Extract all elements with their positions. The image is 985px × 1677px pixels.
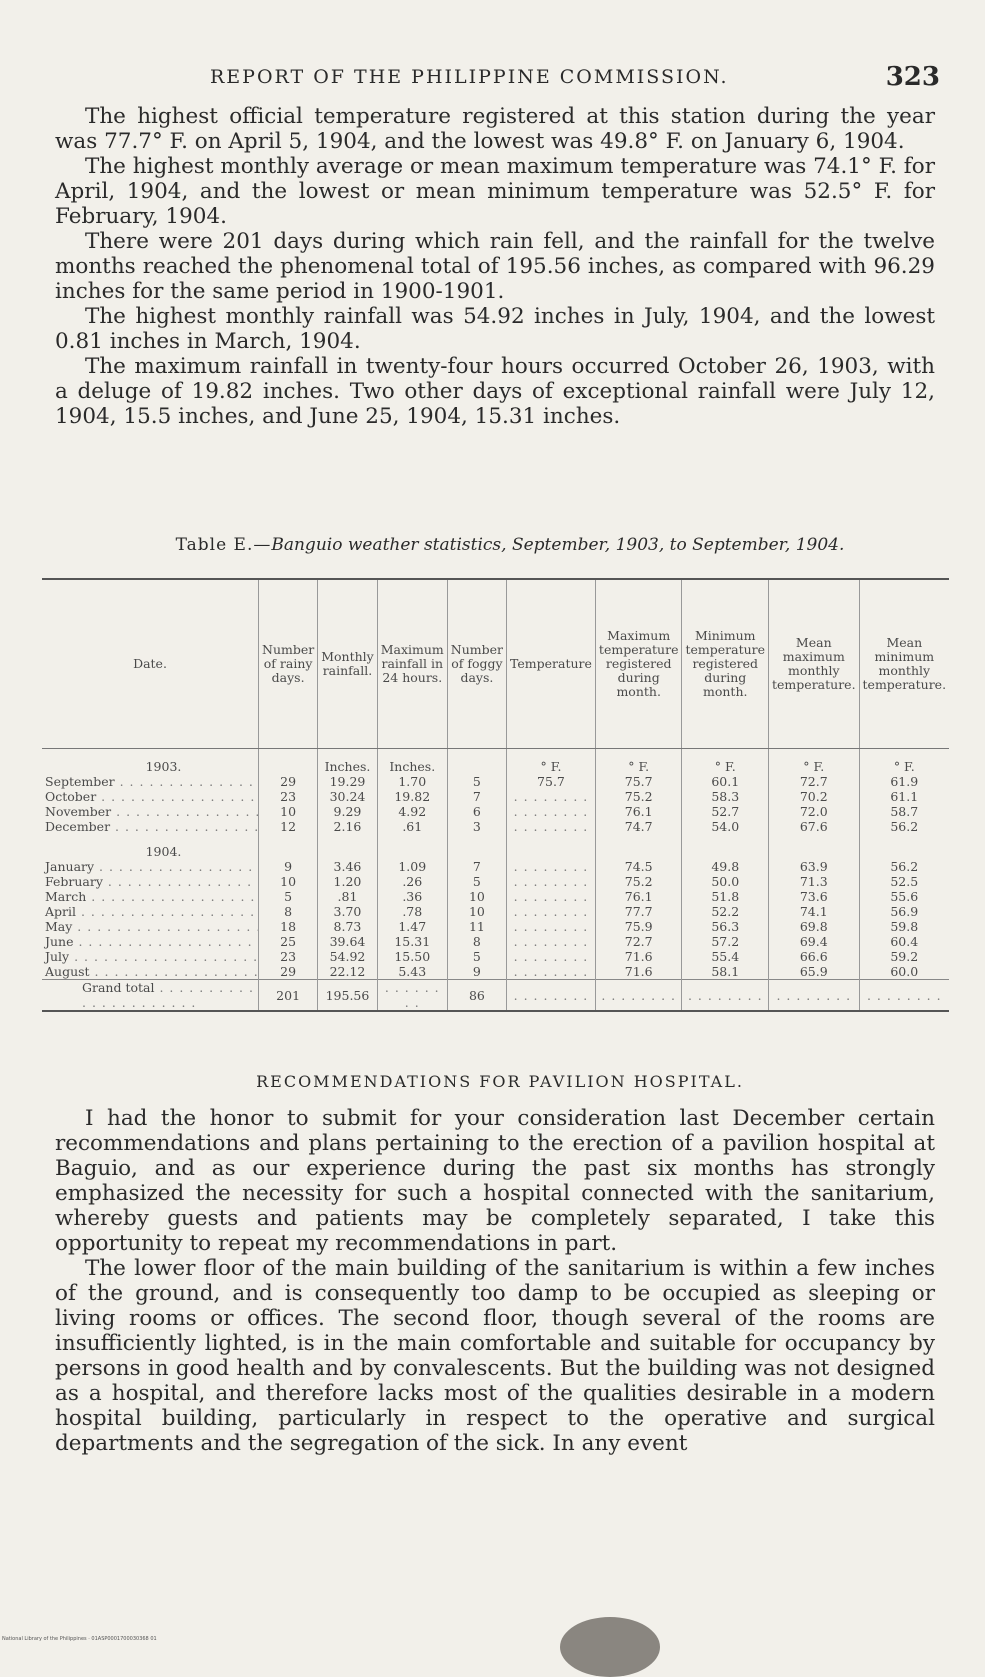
table-body-1903 xyxy=(42,749,949,835)
data-cell: 75.2 xyxy=(595,874,682,889)
data-cell: 25 xyxy=(259,934,318,949)
table-row xyxy=(42,789,949,804)
paragraph: The lower floor of the main building of the sanitarium is within a few inches of the ground, and is consequently too damp to be occupied as sleeping or living rooms or offices. The second floor, though several of the rooms are insufficiently lighted, is in the main comfortable and suitable for occupancy by persons in good health and by convalescents. But the building was not designed as a hospital, and therefore lacks most of the qualities desirable in a modern hospital building, particularly in respect to the operative and surgical departments and the segregation of the sick. In any event xyxy=(55,1256,935,1456)
intro-paragraphs xyxy=(55,104,935,429)
data-cell: 75.9 xyxy=(595,919,682,934)
col-header-rainy-days: Number of rainy days. xyxy=(259,579,318,749)
grand-total-rainfall: 195.56 xyxy=(318,980,378,1012)
data-cell: 75.7 xyxy=(595,774,682,789)
data-cell: 56.2 xyxy=(859,819,949,834)
table-row xyxy=(42,934,949,949)
table-row xyxy=(42,819,949,834)
unit-label: ° F. xyxy=(507,749,596,775)
paragraph: The highest monthly rainfall was 54.92 inches in July, 1904, and the lowest 0.81 inches in March, 1904. xyxy=(55,304,935,354)
data-cell xyxy=(507,949,596,964)
data-cell: 76.1 xyxy=(595,804,682,819)
table-row xyxy=(42,774,949,789)
data-cell: 57.2 xyxy=(682,934,769,949)
data-cell: 8 xyxy=(447,934,506,949)
data-cell: 5 xyxy=(447,774,506,789)
month-cell: April . . . xyxy=(42,904,259,919)
data-cell: 74.5 xyxy=(595,859,682,874)
data-cell: 52.5 xyxy=(859,874,949,889)
col-header-temperature: Temperature xyxy=(507,579,596,749)
data-cell: 69.4 xyxy=(769,934,860,949)
table-row xyxy=(42,949,949,964)
year-label: 1904. xyxy=(145,844,182,859)
data-cell: 70.2 xyxy=(769,789,860,804)
data-cell: 19.29 xyxy=(318,774,378,789)
data-cell: 58.7 xyxy=(859,804,949,819)
data-cell: 69.8 xyxy=(769,919,860,934)
data-cell xyxy=(507,804,596,819)
table-row xyxy=(42,859,949,874)
data-cell: 71.6 xyxy=(595,964,682,980)
running-title: REPORT OF THE PHILIPPINE COMMISSION. xyxy=(210,66,729,88)
data-cell xyxy=(507,859,596,874)
col-header-mean-min: Mean minimum monthly temperature. xyxy=(859,579,949,749)
data-cell: 72.7 xyxy=(769,774,860,789)
grand-total-label: Grand total . . . xyxy=(42,980,259,1012)
table-caption xyxy=(130,535,890,555)
data-cell: 58.3 xyxy=(682,789,769,804)
table-title: Banguio weather statistics, September, 1903, to September, 1904. xyxy=(271,535,845,555)
data-cell: 51.8 xyxy=(682,889,769,904)
data-cell: 60.4 xyxy=(859,934,949,949)
paragraph: The highest monthly average or mean maximum temperature was 74.1° F. for April, 1904, and the lowest or mean minimum temperature was 52.5° F. for February, 1904. xyxy=(55,154,935,229)
year-row xyxy=(42,834,949,859)
data-cell: 9.29 xyxy=(318,804,378,819)
recommendation-paragraphs xyxy=(55,1106,935,1456)
grand-total-foggy-days: 86 xyxy=(447,980,506,1012)
data-cell: 56.9 xyxy=(859,904,949,919)
data-cell: 67.6 xyxy=(769,819,860,834)
month-cell: August . . . xyxy=(42,964,259,980)
col-header-date: Date. xyxy=(42,579,259,749)
data-cell: 1.20 xyxy=(318,874,378,889)
data-cell: 60.1 xyxy=(682,774,769,789)
table-total xyxy=(42,980,949,1012)
data-cell: 66.6 xyxy=(769,949,860,964)
data-cell: 10 xyxy=(447,904,506,919)
data-cell: 71.6 xyxy=(595,949,682,964)
month-cell: March . . . xyxy=(42,889,259,904)
data-cell: 15.31 xyxy=(377,934,447,949)
data-cell: 52.2 xyxy=(682,904,769,919)
data-cell: 72.0 xyxy=(769,804,860,819)
data-cell: .36 xyxy=(377,889,447,904)
data-cell: 5.43 xyxy=(377,964,447,980)
data-cell: 23 xyxy=(259,949,318,964)
grand-total-rainy-days: 201 xyxy=(259,980,318,1012)
table-row xyxy=(42,874,949,889)
data-cell: 56.3 xyxy=(682,919,769,934)
data-cell: 22.12 xyxy=(318,964,378,980)
data-cell: 55.4 xyxy=(682,949,769,964)
month-cell: June . . . xyxy=(42,934,259,949)
data-cell xyxy=(507,964,596,980)
paragraph: The maximum rainfall in twenty-four hours occurred October 26, 1903, with a deluge of 19.82 inches. Two other days of exceptional rainfall were July 12, 1904, 15.5 inches, and June 25, 1904, 15.31 inches. xyxy=(55,354,935,429)
data-cell: 10 xyxy=(447,889,506,904)
unit-label: ° F. xyxy=(859,749,949,775)
table-row xyxy=(42,804,949,819)
section-heading: RECOMMENDATIONS FOR PAVILION HOSPITAL. xyxy=(256,1072,744,1091)
data-cell xyxy=(507,874,596,889)
data-cell: 9 xyxy=(447,964,506,980)
unit-label: ° F. xyxy=(682,749,769,775)
table-row xyxy=(42,889,949,904)
data-cell: 23 xyxy=(259,789,318,804)
data-cell: 5 xyxy=(447,949,506,964)
col-header-max-rainfall-24h: Maximum rainfall in 24 hours. xyxy=(377,579,447,749)
data-cell: .81 xyxy=(318,889,378,904)
data-cell: 63.9 xyxy=(769,859,860,874)
library-footer: National Library of the Philippines · 01ASP0001700030368 01 xyxy=(2,1636,157,1642)
col-header-monthly-rainfall: Monthly rainfall. xyxy=(318,579,378,749)
table-body-1904 xyxy=(42,834,949,980)
data-cell: 49.8 xyxy=(682,859,769,874)
header-row xyxy=(42,579,949,749)
weather-statistics-table xyxy=(42,578,949,1012)
month-cell: July . . . xyxy=(42,949,259,964)
grand-total-row xyxy=(42,980,949,1012)
data-cell: 2.16 xyxy=(318,819,378,834)
col-header-max-temp: Maximum temperature registered during month. xyxy=(595,579,682,749)
data-cell: 5 xyxy=(447,874,506,889)
table-label: Table E.— xyxy=(175,535,272,555)
table-row xyxy=(42,919,949,934)
data-cell: 1.47 xyxy=(377,919,447,934)
data-cell xyxy=(507,934,596,949)
data-cell: 29 xyxy=(259,964,318,980)
scan-blot xyxy=(560,1617,660,1677)
data-cell: 54.0 xyxy=(682,819,769,834)
data-cell: 30.24 xyxy=(318,789,378,804)
unit-label: ° F. xyxy=(595,749,682,775)
data-cell xyxy=(507,819,596,834)
data-cell: 59.2 xyxy=(859,949,949,964)
data-cell: 10 xyxy=(259,874,318,889)
data-cell: 74.1 xyxy=(769,904,860,919)
year-label: 1903. xyxy=(145,759,182,774)
data-cell: 7 xyxy=(447,789,506,804)
month-cell: February . . . xyxy=(42,874,259,889)
data-cell: 6 xyxy=(447,804,506,819)
month-cell: November . . . xyxy=(42,804,259,819)
data-cell: 77.7 xyxy=(595,904,682,919)
data-cell: 12 xyxy=(259,819,318,834)
data-cell: .61 xyxy=(377,819,447,834)
data-cell: 50.0 xyxy=(682,874,769,889)
unit-label: Inches. xyxy=(377,749,447,775)
data-cell: 61.9 xyxy=(859,774,949,789)
data-cell: 55.6 xyxy=(859,889,949,904)
data-cell: 8.73 xyxy=(318,919,378,934)
data-cell: 39.64 xyxy=(318,934,378,949)
month-cell: September . . . xyxy=(42,774,259,789)
data-cell: 4.92 xyxy=(377,804,447,819)
month-cell: May . . . xyxy=(42,919,259,934)
data-cell: 74.7 xyxy=(595,819,682,834)
data-cell xyxy=(507,889,596,904)
data-cell: 8 xyxy=(259,904,318,919)
data-cell: 60.0 xyxy=(859,964,949,980)
unit-label: Inches. xyxy=(318,749,378,775)
col-header-mean-max: Mean maximum monthly temperature. xyxy=(769,579,860,749)
data-cell: 61.1 xyxy=(859,789,949,804)
paragraph: There were 201 days during which rain fell, and the rainfall for the twelve months reached the phenomenal total of 195.56 inches, as compared with 96.29 inches for the same period in 1900-1901. xyxy=(55,229,935,304)
data-cell: .26 xyxy=(377,874,447,889)
data-cell xyxy=(507,919,596,934)
data-cell: 3.70 xyxy=(318,904,378,919)
data-cell: 76.1 xyxy=(595,889,682,904)
data-cell: 11 xyxy=(447,919,506,934)
month-cell: January . . . xyxy=(42,859,259,874)
data-cell: 10 xyxy=(259,804,318,819)
data-cell: 65.9 xyxy=(769,964,860,980)
data-cell: 52.7 xyxy=(682,804,769,819)
table-row xyxy=(42,904,949,919)
col-header-foggy-days: Number of foggy days. xyxy=(447,579,506,749)
data-cell: 75.7 xyxy=(507,774,596,789)
paragraph: I had the honor to submit for your consideration last December certain recommendations and plans pertaining to the erection of a pavilion hospital at Baguio, and as our experience during the past six months has strongly emphasized the necessity for such a hospital connected with the sanitarium, whereby guests and patients may be completely separated, I take this opportunity to repeat my recommendations in part. xyxy=(55,1106,935,1256)
month-cell: October . . . xyxy=(42,789,259,804)
data-cell: 15.50 xyxy=(377,949,447,964)
data-cell: 1.70 xyxy=(377,774,447,789)
data-cell: 3 xyxy=(447,819,506,834)
unit-label: ° F. xyxy=(769,749,860,775)
month-cell: December . . . xyxy=(42,819,259,834)
data-cell: 71.3 xyxy=(769,874,860,889)
data-cell: 18 xyxy=(259,919,318,934)
data-cell: 1.09 xyxy=(377,859,447,874)
data-cell: .78 xyxy=(377,904,447,919)
data-cell: 56.2 xyxy=(859,859,949,874)
page-header xyxy=(60,58,940,98)
page-number: 323 xyxy=(885,62,940,92)
paragraph: The highest official temperature registered at this station during the year was 77.7° F. on April 5, 1904, and the lowest was 49.8° F. on January 6, 1904. xyxy=(55,104,935,154)
data-cell: 58.1 xyxy=(682,964,769,980)
year-row xyxy=(42,749,949,775)
data-cell: 59.8 xyxy=(859,919,949,934)
col-header-min-temp: Minimum temperature registered during month. xyxy=(682,579,769,749)
data-cell: 3.46 xyxy=(318,859,378,874)
data-cell: 72.7 xyxy=(595,934,682,949)
table-row xyxy=(42,964,949,980)
data-cell: 73.6 xyxy=(769,889,860,904)
data-cell xyxy=(507,904,596,919)
data-cell: 54.92 xyxy=(318,949,378,964)
data-cell: 75.2 xyxy=(595,789,682,804)
data-cell: 7 xyxy=(447,859,506,874)
data-cell: 29 xyxy=(259,774,318,789)
data-cell: 9 xyxy=(259,859,318,874)
data-cell xyxy=(507,789,596,804)
data-cell: 5 xyxy=(259,889,318,904)
data-cell: 19.82 xyxy=(377,789,447,804)
